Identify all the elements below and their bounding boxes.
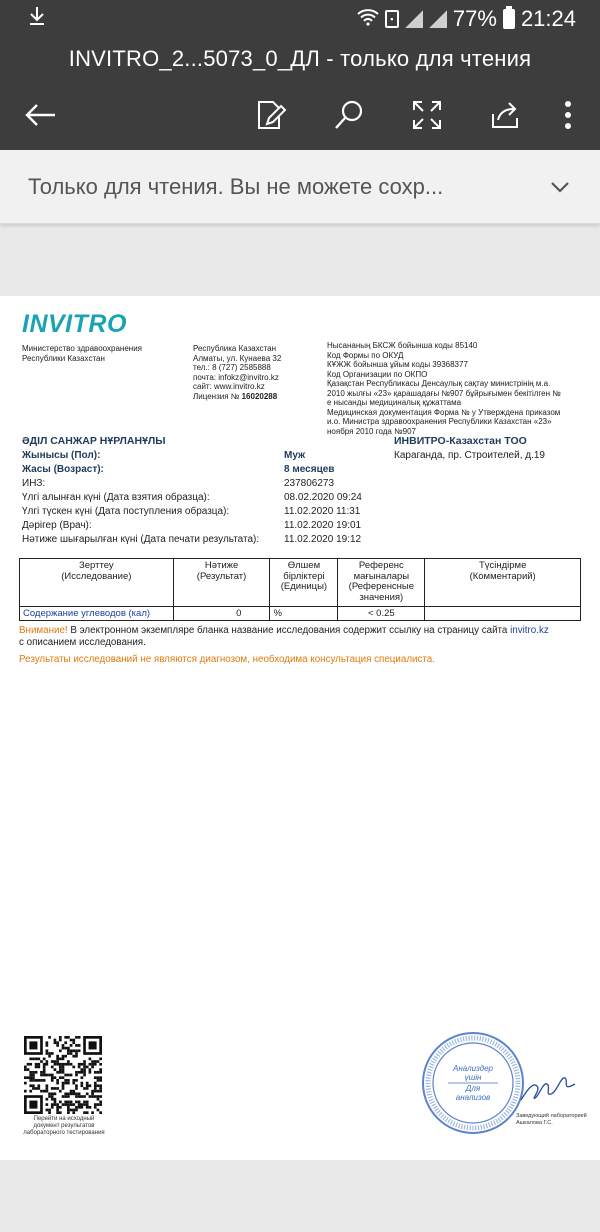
field-label: Дәрігер (Врач): xyxy=(22,520,92,531)
ministry-line: Республики Казахстан xyxy=(22,353,105,363)
field-value: Муж xyxy=(284,450,306,461)
code-line: Нысананың БКСЖ бойынша коды 85140 xyxy=(327,341,478,350)
more-icon[interactable] xyxy=(558,96,578,134)
stamp-text: анализов xyxy=(455,1093,491,1102)
address-line: сайт: www.invitro.kz xyxy=(193,382,265,391)
col-comment: Түсіндірме (Комментарий) xyxy=(425,559,581,607)
field-label: Нәтиже шығарылған күні (Дата печати результата): xyxy=(22,534,260,545)
ministry-line: Министерство здравоохранения xyxy=(22,344,142,353)
col-study: Зерттеу (Исследование) xyxy=(20,559,174,607)
table-row xyxy=(20,607,581,621)
result-value: 0 xyxy=(173,607,270,621)
address-line: Республика Казахстан xyxy=(193,344,277,353)
code-line: и.о. Министра здравоохранения Республики Казахстан «23» xyxy=(327,417,552,426)
col-units: Өлшем бірліктері (Единицы) xyxy=(270,559,338,607)
reference-value: < 0.25 xyxy=(338,607,425,621)
field-value: 237806273 xyxy=(284,478,335,489)
form-codes-block xyxy=(327,341,582,436)
invitro-logo: INVITRO xyxy=(22,310,127,338)
field-value: 11.02.2020 11:31 xyxy=(284,506,361,517)
unit-value: % xyxy=(270,607,338,621)
sim-icon: ▪ xyxy=(385,10,399,28)
qr-code[interactable] xyxy=(24,1036,102,1114)
fullscreen-icon[interactable] xyxy=(408,96,446,134)
field-print-date xyxy=(22,534,382,548)
code-line: Медицинская документация Форма № у Утверждена приказом xyxy=(327,407,561,417)
stamp-text: Анализдер xyxy=(452,1064,494,1073)
wifi-icon xyxy=(357,6,379,32)
stamp-text: Для xyxy=(465,1084,481,1093)
field-label: Жынысы (Пол): xyxy=(22,450,101,461)
code-line: Қазақстан Республикасы Денсаулық сақтау министрінің м.а. xyxy=(327,379,551,388)
document-title: INVITRO_2...5073_0_ДЛ - только для чтения xyxy=(68,46,532,71)
signature xyxy=(517,1070,579,1110)
ministry-block xyxy=(22,344,182,363)
code-line: Код Формы по ОКУД xyxy=(327,350,404,360)
field-inz xyxy=(22,478,382,492)
license-label: Лицензия № xyxy=(193,391,240,401)
code-line: КҰЖЖ бойынша ұйым коды 39368377 xyxy=(327,360,468,369)
battery-icon xyxy=(503,9,515,29)
table-header-row xyxy=(20,559,581,607)
address-line: Алматы, ул. Кунаева 32 xyxy=(193,353,282,363)
signature-caption: Заведующий лабораторией Ашкалова Г.С. xyxy=(516,1113,587,1126)
status-bar xyxy=(0,0,600,38)
stamp-text: үшін xyxy=(464,1073,482,1082)
battery-percent: 77% xyxy=(452,6,497,31)
comment-value xyxy=(425,607,581,621)
address-line: почта: infokz@invitro.kz xyxy=(193,372,279,382)
share-icon[interactable] xyxy=(486,96,524,134)
address-block xyxy=(193,344,318,401)
field-sample-taken xyxy=(22,492,382,506)
field-doctor xyxy=(22,520,382,534)
read-only-banner[interactable] xyxy=(0,150,600,224)
patient-name: ӘДІЛ САНЖАР НҰРЛАНҰЛЫ xyxy=(22,435,166,447)
signal-icon xyxy=(429,10,447,28)
license-number: 16020288 xyxy=(241,391,278,401)
lab-company: ИНВИТРО-Казахстан ТОО xyxy=(394,435,527,447)
invitro-link[interactable]: invitro.kz xyxy=(510,625,549,636)
note-warning: Внимание! xyxy=(19,625,68,636)
study-name-link[interactable]: Содержание углеводов (кал) xyxy=(20,607,174,621)
field-label: ИНЗ: xyxy=(22,478,46,489)
note-text-2: с описанием исследования. xyxy=(19,637,146,648)
document-page[interactable] xyxy=(0,296,600,1160)
qr-caption: Перейти на исходный документ результатов лабораторного тестирования xyxy=(23,1116,105,1136)
chevron-down-icon[interactable] xyxy=(548,175,572,199)
download-icon xyxy=(28,6,46,32)
search-icon[interactable] xyxy=(330,96,368,134)
code-line: ноября 2010 года №907 xyxy=(327,426,416,436)
edit-icon[interactable] xyxy=(252,96,290,134)
field-value: 08.02.2020 09:24 xyxy=(284,492,362,503)
col-reference: Референс мағыналары (Референсные значения) xyxy=(338,559,425,607)
read-only-message: Только для чтения. Вы не можете сохр... xyxy=(28,173,444,199)
code-line: 2010 жылғы «23» қарашадағы №907 бұйрығымен бекітілген № xyxy=(327,388,561,398)
results-table xyxy=(19,558,581,621)
field-sex xyxy=(22,450,382,464)
field-age xyxy=(22,464,382,478)
field-value: 8 месяцев xyxy=(284,464,335,475)
lab-address: Караганда, пр. Строителей, д.19 xyxy=(394,450,545,461)
field-label: Үлгі түскен күні (Дата поступления образца): xyxy=(22,506,230,517)
clock: 21:24 xyxy=(520,6,576,31)
app-chrome xyxy=(0,0,600,150)
address-line: тел.: 8 (727) 2585888 xyxy=(193,363,271,372)
lab-stamp xyxy=(420,1030,526,1136)
back-arrow-icon[interactable] xyxy=(22,96,60,134)
note-text: В электронном экземпляре бланка название исследования содержит ссылку на страницу сайта xyxy=(67,625,511,636)
toolbar xyxy=(0,80,600,150)
license-line xyxy=(193,392,318,402)
col-result: Нәтиже (Результат) xyxy=(173,559,270,607)
electronic-copy-note xyxy=(19,625,584,649)
field-label: Жасы (Возраст): xyxy=(22,464,104,475)
disclaimer: Результаты исследований не являются диагнозом, необходима консультация специалиста. xyxy=(19,654,435,665)
field-label: Үлгі алынған күні (Дата взятия образца): xyxy=(22,492,210,503)
signal-icon xyxy=(405,10,423,28)
code-line: Код Организации по ОКПО xyxy=(327,369,428,379)
field-value: 11.02.2020 19:12 xyxy=(284,534,362,545)
field-value: 11.02.2020 19:01 xyxy=(284,520,362,531)
code-line: е нысанды медициналық құжаттама xyxy=(327,398,462,407)
field-sample-received xyxy=(22,506,382,520)
